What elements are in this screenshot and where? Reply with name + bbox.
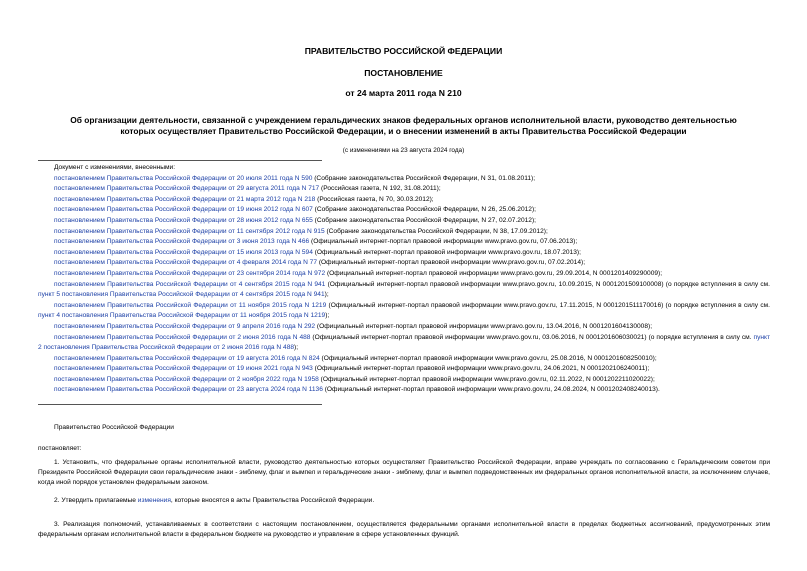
amendments-header: Документ с изменениями, внесенными: bbox=[54, 164, 176, 171]
amendment-source: (Собрание законодательства Российской Федерации, N 26, 25.06.2012); bbox=[312, 206, 536, 214]
amendment-link[interactable]: постановлением Правительства Российской Федерации от 3 июня 2013 года N 466 bbox=[54, 238, 310, 246]
doc-type-heading: ПОСТАНОВЛЕНИЕ bbox=[364, 68, 443, 78]
amendment-end: ); bbox=[324, 291, 329, 299]
top-divider bbox=[38, 160, 322, 161]
amendment-link[interactable]: постановлением Правительства Российской Федерации от 15 июля 2013 года N 594 bbox=[54, 248, 313, 256]
bottom-divider bbox=[38, 404, 322, 405]
list-item bbox=[38, 354, 770, 365]
amendment-source: (Официальный интернет-портал правовой информации www.pravo.gov.ru, 25.08.2016, N 0001201608250010); bbox=[319, 354, 657, 362]
amendment-link[interactable]: постановлением Правительства Российской Федерации от 9 апреля 2016 года N 292 bbox=[54, 322, 316, 330]
issuer-text: Правительство Российской Федерации bbox=[54, 424, 174, 431]
amendment-link[interactable]: постановлением Правительства Российской Федерации от 23 сентября 2014 года N 972 bbox=[54, 269, 326, 277]
list-item bbox=[38, 333, 770, 354]
amendment-source: (Официальный интернет-портал правовой информации www.pravo.gov.ru, 29.09.2014, N 0001201409290009); bbox=[325, 269, 663, 277]
amendment-source: (Собрание законодательства Российской Федерации, N 31, 01.08.2011); bbox=[312, 174, 536, 182]
list-item bbox=[38, 258, 770, 269]
amendment-source: (Российская газета, N 70, 30.03.2012); bbox=[315, 195, 434, 203]
list-item bbox=[38, 227, 770, 238]
revision-note: (с изменениями на 23 августа 2024 года) bbox=[342, 147, 465, 154]
paragraph-2-post: , которые вносятся в акты Правительства Российской Федерации. bbox=[170, 497, 375, 504]
list-item bbox=[38, 205, 770, 216]
list-item bbox=[38, 174, 770, 185]
effective-date-link[interactable]: пункт 4 постановления Правительства Российской Федерации от 11 ноября 2015 года N 1219 bbox=[38, 312, 326, 320]
issuer bbox=[38, 423, 770, 433]
changes-link[interactable]: изменения bbox=[137, 497, 171, 504]
list-item bbox=[38, 385, 770, 396]
list-item bbox=[38, 216, 770, 227]
document-title bbox=[30, 115, 777, 137]
effective-date-link[interactable]: пункт 5 постановления Правительства Российской Федерации от 4 сентября 2015 года N 941 bbox=[38, 291, 325, 299]
amendment-source: (Собрание законодательства Российской Федерации, N 38, 17.09.2012); bbox=[324, 227, 548, 235]
amendment-link[interactable]: постановлением Правительства Российской Федерации от 19 июня 2012 года N 607 bbox=[54, 206, 313, 214]
amendment-link[interactable]: постановлением Правительства Российской Федерации от 4 февраля 2014 года N 77 bbox=[54, 259, 318, 267]
list-item bbox=[38, 195, 770, 206]
amendment-link[interactable]: постановлением Правительства Российской Федерации от 11 ноября 2015 года N 1219 bbox=[54, 301, 327, 309]
amendment-link[interactable]: постановлением Правительства Российской Федерации от 2 июня 2016 года N 488 bbox=[54, 333, 311, 341]
title-line-1: Об организации деятельности, связанной с учреждением геральдических знаков федеральных органов исполнительной власти, руководство деятельностью bbox=[70, 115, 737, 125]
list-item bbox=[38, 248, 770, 259]
amendment-link[interactable]: постановлением Правительства Российской Федерации от 28 июня 2012 года N 655 bbox=[54, 216, 313, 224]
amendment-link[interactable]: постановлением Правительства Российской Федерации от 29 августа 2011 года N 717 bbox=[54, 185, 320, 193]
list-item bbox=[38, 184, 770, 195]
amendment-link[interactable]: постановлением Правительства Российской Федерации от 20 июля 2011 года N 590 bbox=[54, 174, 313, 182]
amendment-link[interactable]: постановлением Правительства Российской Федерации от 4 сентября 2015 года N 941 bbox=[54, 280, 326, 288]
amendment-link[interactable]: постановлением Правительства Российской Федерации от 21 марта 2012 года N 218 bbox=[54, 195, 316, 203]
amendment-source: (Официальный интернет-портал правовой информации www.pravo.gov.ru, 17.11.2015, N 0001201511170016) (о порядке вступления в силу см. bbox=[326, 301, 770, 309]
paragraph-3: 3. Реализация полномочий, устанавливаемых в соответствии с настоящим постановлением, осуществляется федеральными органами исполнительной власти в пределах бюджетных ассигнований, предусмотренных этим федеральным органам исполнительной власти в федеральном бюджете на руководство и управление в сфере установленных функций. bbox=[38, 521, 770, 539]
amendments-list bbox=[38, 163, 770, 396]
list-item bbox=[38, 364, 770, 375]
effective-date-link[interactable]: пункт 2 постановления Правительства Российской Федерации от 2 июня 2016 года N 488 bbox=[38, 333, 770, 352]
title-line-2: которых осуществляет Правительство Российской Федерации, и о внесении изменений в акты Правительства Российской Федерации bbox=[120, 126, 687, 136]
amendment-source: (Официальный интернет-портал правовой информации www.pravo.gov.ru, 02.11.2022, N 0001202211020022); bbox=[318, 375, 655, 383]
org-heading: ПРАВИТЕЛЬСТВО РОССИЙСКОЙ ФЕДЕРАЦИИ bbox=[304, 46, 503, 56]
amendment-source: (Официальный интернет-портал правовой информации www.pravo.gov.ru, 07.02.2014); bbox=[317, 259, 586, 267]
doc-date: от 24 марта 2011 года N 210 bbox=[345, 88, 462, 98]
amendment-link[interactable]: постановлением Правительства Российской Федерации от 2 ноября 2022 года N 1958 bbox=[54, 375, 319, 383]
list-item bbox=[38, 269, 770, 280]
amendment-source: (Официальный интернет-портал правовой информации www.pravo.gov.ru, 07.06.2013); bbox=[309, 238, 578, 246]
paragraph-2-pre: 2. Утвердить прилагаемые bbox=[54, 497, 138, 504]
amendment-source: (Официальный интернет-портал правовой информации www.pravo.gov.ru, 13.04.2016, N 0001201604130008); bbox=[315, 322, 653, 330]
paragraph-2 bbox=[38, 496, 770, 506]
amendment-source: (Российская газета, N 192, 31.08.2011); bbox=[319, 185, 441, 193]
list-item bbox=[38, 301, 770, 322]
list-item bbox=[38, 280, 770, 301]
amendment-source: (Собрание законодательства Российской Федерации, N 27, 02.07.2012); bbox=[312, 216, 536, 224]
amendment-source: (Официальный интернет-портал правовой информации www.pravo.gov.ru, 24.08.2024, N 0001202408240013). bbox=[322, 386, 660, 394]
list-item bbox=[38, 237, 770, 248]
list-item bbox=[38, 322, 770, 333]
paragraph-1: 1. Установить, что федеральные органы исполнительной власти, руководство деятельностью которых осуществляет Правительство Российской Федерации, вправе учреждать по согласованию с Геральдическим советом при Президенте Российской Федерации свои геральдические знаки - эмблему, флаг и вымпел и геральдические знаки - эмблему, флаг и вымпел подведомственных им федеральных органов исполнительной власти, за исключением случаев, когда иной порядок установлен федеральным законом. bbox=[38, 459, 770, 487]
amendment-source: (Официальный интернет-портал правовой информации www.pravo.gov.ru, 18.07.2013); bbox=[312, 248, 581, 256]
decrees: постановляет: bbox=[38, 445, 82, 452]
amendment-link[interactable]: постановлением Правительства Российской Федерации от 11 сентября 2012 года N 915 bbox=[54, 227, 325, 235]
amendment-link[interactable]: постановлением Правительства Российской Федерации от 19 июня 2021 года N 943 bbox=[54, 365, 313, 373]
amendment-source: (Официальный интернет-портал правовой информации www.pravo.gov.ru, 10.09.2015, N 0001201509100008) (о порядке вступления в силу см. bbox=[325, 280, 770, 288]
list-item bbox=[38, 375, 770, 386]
amendment-link[interactable]: постановлением Правительства Российской Федерации от 19 августа 2016 года N 824 bbox=[54, 354, 320, 362]
amendment-source: (Официальный интернет-портал правовой информации www.pravo.gov.ru, 24.06.2021, N 0001202106240011); bbox=[312, 365, 650, 373]
amendment-source: (Официальный интернет-портал правовой информации www.pravo.gov.ru, 03.06.2016, N 0001201606030021) (о порядке вступления в силу см. bbox=[310, 333, 754, 341]
amendment-end: ); bbox=[294, 344, 299, 352]
amendment-link[interactable]: постановлением Правительства Российской Федерации от 23 августа 2024 года N 1136 bbox=[54, 386, 323, 394]
amendment-end: ); bbox=[325, 312, 330, 320]
